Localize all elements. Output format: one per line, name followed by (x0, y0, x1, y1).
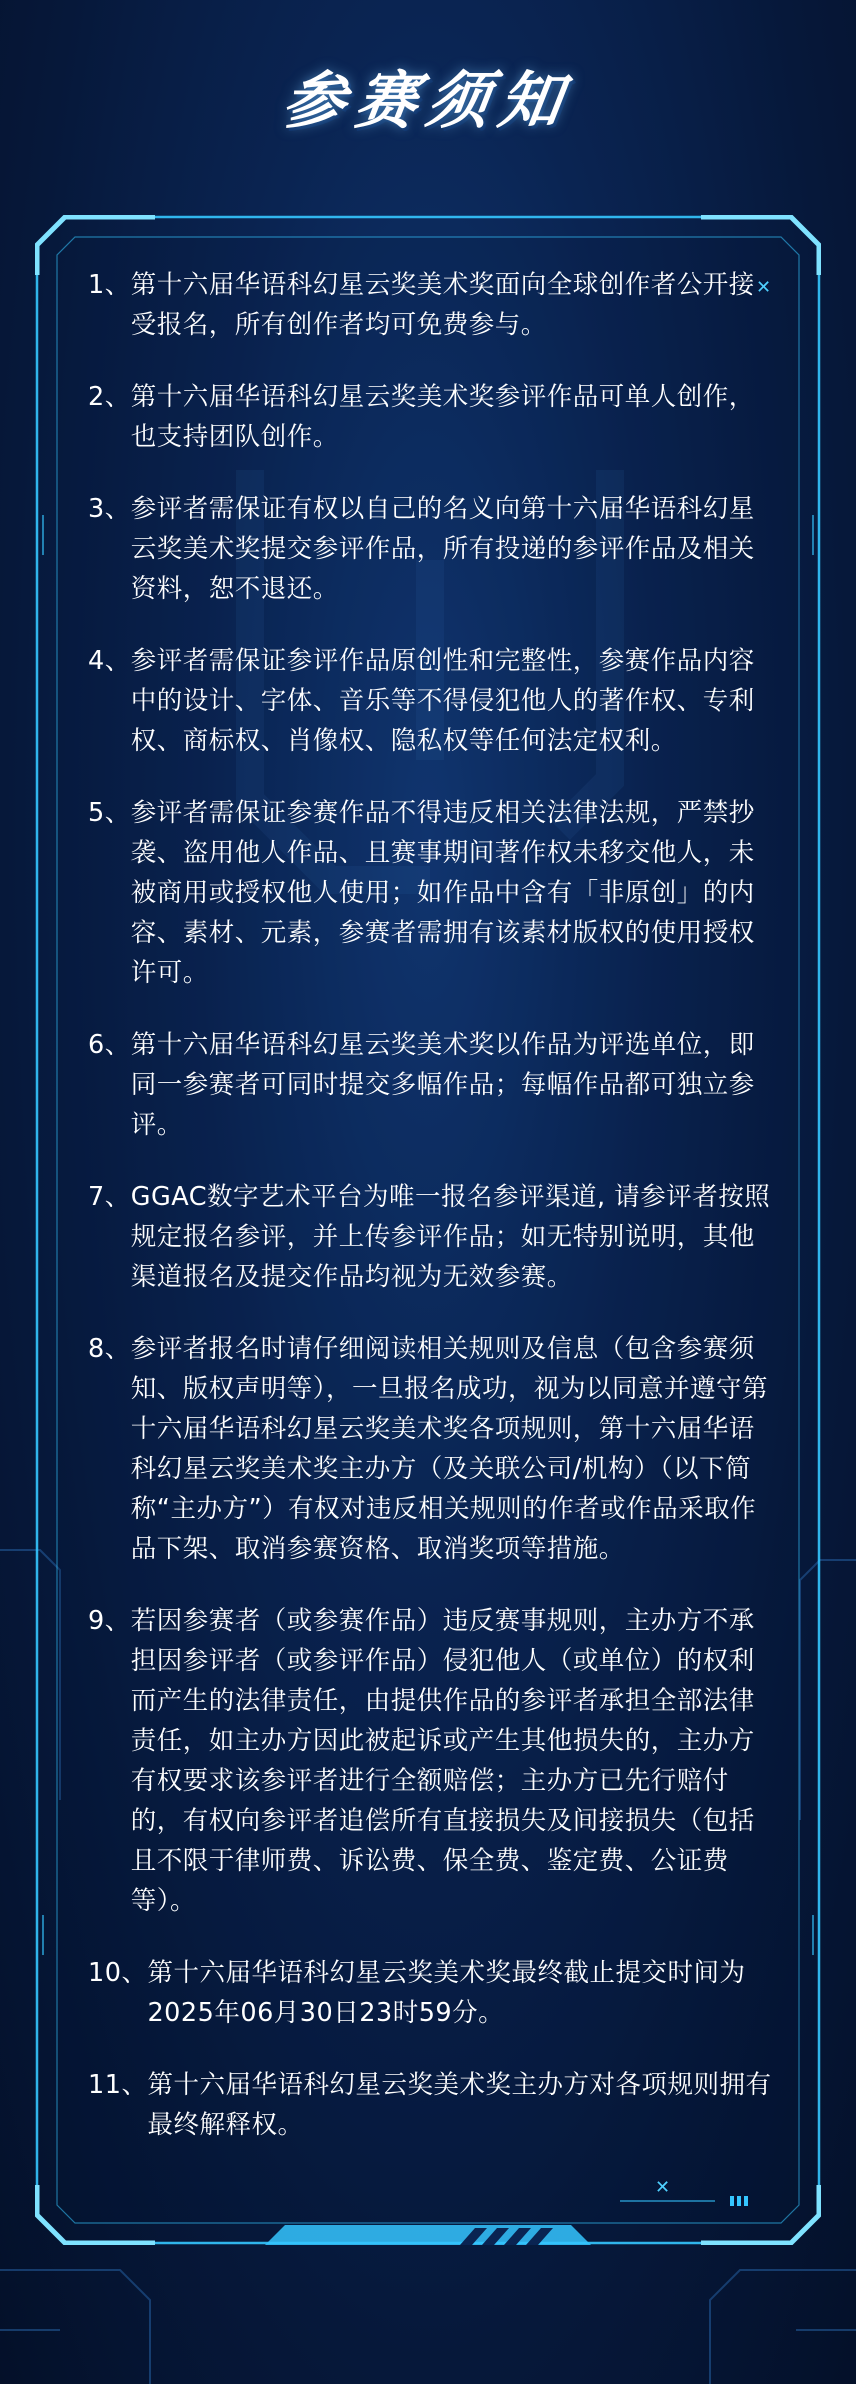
rule-text: 参评者需保证有权以自己的名义向第十六届华语科幻星云奖美术奖提交参评作品，所有投递的参评作品及相关资料，恕不退还。 (130, 494, 755, 604)
rule-number: 2、 (88, 382, 131, 412)
title-banner (0, 45, 856, 145)
rule-item (88, 793, 778, 993)
rule-number: 6、 (88, 1030, 131, 1060)
rule-text: 参评者报名时请仔细阅读相关规则及信息（包含参赛须知、版权声明等），一旦报名成功，视为以同意并遵守第十六届华语科幻星云奖美术奖各项规则，第十六届华语科幻星云奖美术奖主办方（及关联公司/机构）（以下简称“主办方”）有权对违反相关规则的作者或作品采取作品下架、取消参赛资格、取消奖项等措施。 (130, 1334, 768, 1564)
rule-item (88, 377, 778, 457)
rule-number: 5、 (88, 798, 131, 828)
rule-text: 若因参赛者（或参赛作品）违反赛事规则，主办方不承担因参评者（或参评作品）侵犯他人（或单位）的权利而产生的法律责任，由提供作品的参评者承担全部法律责任，如主办方因此被起诉或产生其他损失的，主办方有权要求该参评者进行全额赔偿；主办方已先行赔付的，有权向参评者追偿所有直接损失及间接损失（包括且不限于律师费、诉讼费、保全费、鉴定费、公证费等）。 (130, 1606, 755, 1916)
rule-text: 第十六届华语科幻星云奖美术奖以作品为评选单位，即同一参赛者可同时提交多幅作品；每幅作品都可独立参评。 (130, 1030, 755, 1140)
rule-text: 第十六届华语科幻星云奖美术奖主办方对各项规则拥有最终解释权。 (147, 2070, 772, 2140)
rule-item (88, 265, 778, 345)
rule-item (88, 1601, 778, 1921)
rules-list (88, 265, 778, 2177)
rule-text: GGAC数字艺术平台为唯一报名参评渠道, 请参评者按照规定报名参评，并上传参评作品；如无特别说明，其他渠道报名及提交作品均视为无效参赛。 (130, 1182, 771, 1292)
rule-number: 3、 (88, 494, 131, 524)
rule-item (88, 1025, 778, 1145)
rule-item (88, 2065, 778, 2145)
rule-number: 11、 (88, 2070, 148, 2100)
close-x-decoration-icon: ✕ (756, 277, 772, 298)
rule-text: 第十六届华语科幻星云奖美术奖参评作品可单人创作，也支持团队创作。 (130, 382, 755, 452)
rule-number: 10、 (88, 1958, 148, 1988)
rule-number: 9、 (88, 1606, 131, 1636)
rule-item (88, 489, 778, 609)
page-title: 参赛须知 (278, 63, 577, 137)
rule-text: 参评者需保证参赛作品不得违反相关法律法规，严禁抄袭、盗用他人作品、且赛事期间著作权未移交他人，未被商用或授权他人使用；如作品中含有「非原创」的内容、素材、元素，参赛者需拥有该素材版权的使用授权许可。 (130, 798, 755, 988)
rule-number: 8、 (88, 1334, 131, 1364)
rule-number: 7、 (88, 1182, 131, 1212)
rule-item (88, 1177, 778, 1297)
close-x-decoration-icon-bottom: ✕ (655, 2177, 671, 2198)
rule-text: 参评者需保证参评作品原创性和完整性，参赛作品内容中的设计、字体、音乐等不得侵犯他人的著作权、专利权、商标权、肖像权、隐私权等任何法定权利。 (130, 646, 755, 756)
rule-text: 第十六届华语科幻星云奖美术奖面向全球创作者公开接受报名，所有创作者均可免费参与。 (130, 270, 755, 340)
rule-item (88, 1329, 778, 1569)
rule-item (88, 1953, 778, 2033)
rule-item (88, 641, 778, 761)
rule-number: 4、 (88, 646, 131, 676)
rule-number: 1、 (88, 270, 131, 300)
rule-text: 第十六届华语科幻星云奖美术奖最终截止提交时间为2025年06月30日23时59分。 (147, 1958, 746, 2028)
